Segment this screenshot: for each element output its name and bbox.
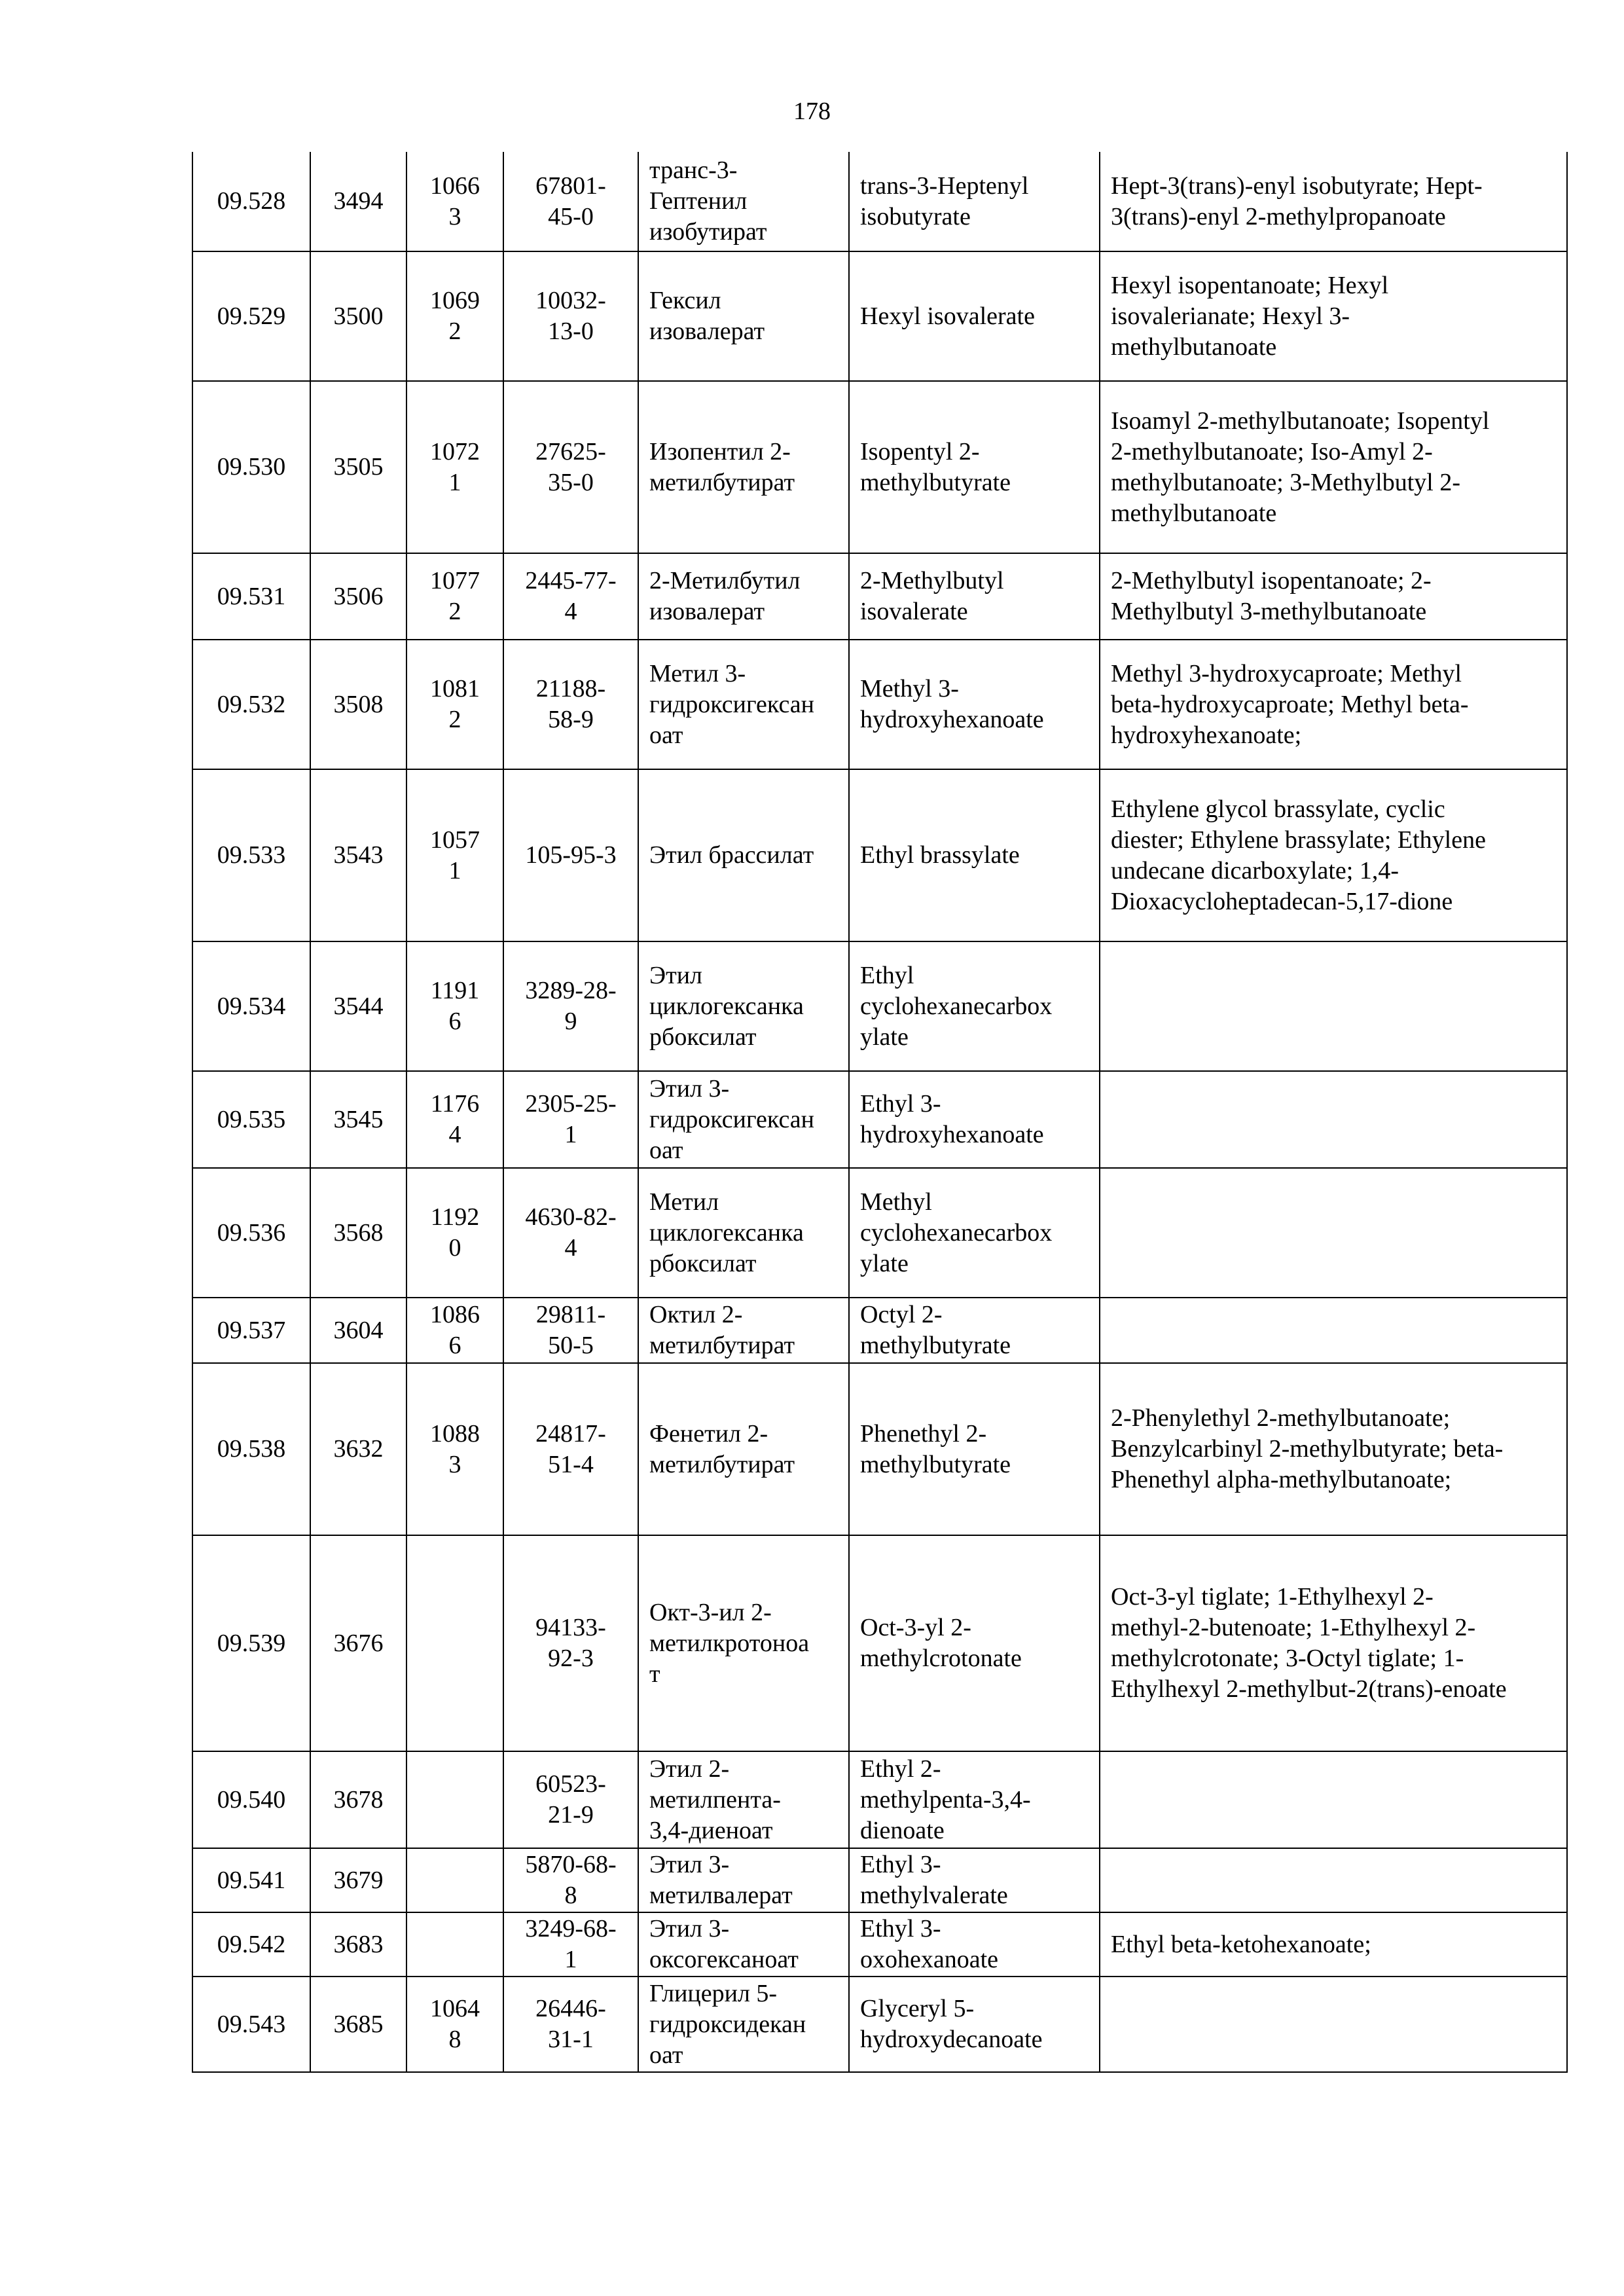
russian-name-cell — [638, 941, 849, 1071]
russian-name-text: Изопентил 2- метилбутират — [649, 437, 795, 496]
synonyms-text: Hept-3(trans)-enyl isobutyrate; Hept- 3(trans)-enyl 2-methylpropanoate — [1111, 172, 1483, 230]
russian-name-text: 2-Метилбутил изовалерат — [649, 567, 801, 625]
fl-number-text: 09.528 — [217, 187, 286, 215]
fema-number-cell — [310, 381, 406, 553]
russian-name-cell — [638, 553, 849, 640]
table-row — [192, 1977, 1567, 2072]
english-name-cell — [849, 1071, 1100, 1168]
coe-number-text: 1072 1 — [430, 437, 480, 496]
coe-number-cell — [406, 381, 503, 553]
cas-number-cell — [503, 769, 638, 941]
fl-number-text: 09.543 — [217, 2010, 286, 2038]
fl-number-text: 09.541 — [217, 1866, 286, 1894]
cas-number-text: 27625- 35-0 — [535, 437, 606, 496]
synonyms-cell — [1100, 769, 1567, 941]
synonyms-cell — [1100, 1168, 1567, 1298]
coe-number-text: 1066 3 — [430, 172, 480, 230]
fema-number-cell — [310, 1168, 406, 1298]
synonyms-cell — [1100, 251, 1567, 381]
coe-number-cell — [406, 1912, 503, 1977]
coe-number-cell — [406, 1363, 503, 1535]
flavouring-substances-table — [192, 152, 1568, 2073]
russian-name-cell — [638, 1168, 849, 1298]
russian-name-text: Окт-3-ил 2- метилкротоноа т — [649, 1598, 810, 1688]
cas-number-text: 10032- 13-0 — [535, 287, 606, 345]
coe-number-text: 1191 6 — [430, 977, 480, 1035]
english-name-text: Oct-3-yl 2- methylcrotonate — [860, 1614, 1022, 1672]
english-name-cell — [849, 640, 1100, 769]
english-name-cell — [849, 381, 1100, 553]
cas-number-text: 2445-77- 4 — [525, 567, 617, 625]
cas-number-text: 105-95-3 — [525, 841, 617, 869]
cas-number-cell — [503, 1848, 638, 1912]
fl-number-cell — [192, 1912, 310, 1977]
fema-number-text: 3568 — [333, 1218, 384, 1247]
table-row — [192, 1298, 1567, 1363]
fema-number-text: 3604 — [333, 1316, 384, 1344]
russian-name-cell — [638, 1535, 849, 1751]
english-name-cell — [849, 1298, 1100, 1363]
fl-number-text: 09.535 — [217, 1105, 286, 1133]
fema-number-cell — [310, 1848, 406, 1912]
fl-number-cell — [192, 553, 310, 640]
coe-number-cell — [406, 1751, 503, 1848]
fema-number-cell — [310, 553, 406, 640]
fl-number-text: 09.539 — [217, 1629, 286, 1657]
russian-name-text: Этил 2- метилпента- 3,4-диеноат — [649, 1755, 781, 1844]
russian-name-text: Октил 2- метилбутират — [649, 1301, 795, 1359]
synonyms-text: 2-Phenylethyl 2-methylbutanoate; Benzylcarbinyl 2-methylbutyrate; beta- Phenethyl alpha-methylbutanoate; — [1111, 1404, 1504, 1493]
cas-number-text: 3289-28- 9 — [525, 977, 617, 1035]
cas-number-cell — [503, 553, 638, 640]
english-name-cell — [849, 1535, 1100, 1751]
synonyms-cell — [1100, 1363, 1567, 1535]
synonyms-cell — [1100, 381, 1567, 553]
fl-number-text: 09.532 — [217, 690, 286, 718]
coe-number-cell — [406, 1535, 503, 1751]
english-name-text: Isopentyl 2- methylbutyrate — [860, 437, 1011, 496]
fema-number-text: 3505 — [333, 453, 384, 481]
fl-number-cell — [192, 1848, 310, 1912]
synonyms-cell — [1100, 1751, 1567, 1848]
cas-number-cell — [503, 1751, 638, 1848]
fl-number-text: 09.538 — [217, 1435, 286, 1463]
table-row — [192, 553, 1567, 640]
fl-number-text: 09.540 — [217, 1785, 286, 1813]
english-name-cell — [849, 1912, 1100, 1977]
coe-number-cell — [406, 152, 503, 251]
english-name-text: 2-Methylbutyl isovalerate — [860, 567, 1004, 625]
table-row — [192, 1071, 1567, 1168]
cas-number-cell — [503, 1912, 638, 1977]
table-row — [192, 251, 1567, 381]
page-number: 178 — [793, 98, 831, 125]
coe-number-text: 1086 6 — [430, 1301, 480, 1359]
table-row — [192, 152, 1567, 251]
english-name-cell — [849, 941, 1100, 1071]
synonyms-cell — [1100, 640, 1567, 769]
fema-number-cell — [310, 769, 406, 941]
english-name-text: Ethyl 3- oxohexanoate — [860, 1915, 999, 1973]
fema-number-cell — [310, 1363, 406, 1535]
synonyms-cell — [1100, 1298, 1567, 1363]
cas-number-cell — [503, 152, 638, 251]
fema-number-cell — [310, 1977, 406, 2072]
russian-name-cell — [638, 1071, 849, 1168]
fl-number-cell — [192, 640, 310, 769]
fema-number-cell — [310, 941, 406, 1071]
coe-number-cell — [406, 1168, 503, 1298]
fl-number-cell — [192, 769, 310, 941]
fema-number-text: 3545 — [333, 1105, 384, 1133]
synonyms-text: Oct-3-yl tiglate; 1-Ethylhexyl 2- methyl-2-butenoate; 1-Ethylhexyl 2- methylcrotonate; 3-Octyl tiglate; 1- Ethylhexyl 2-methylbut-2(trans)-enoate — [1111, 1583, 1507, 1703]
russian-name-cell — [638, 640, 849, 769]
table-row — [192, 381, 1567, 553]
cas-number-text: 26446- 31-1 — [535, 1995, 606, 2053]
fema-number-text: 3500 — [333, 302, 384, 330]
russian-name-cell — [638, 1298, 849, 1363]
coe-number-cell — [406, 1977, 503, 2072]
table-row — [192, 1535, 1567, 1751]
cas-number-cell — [503, 1168, 638, 1298]
russian-name-cell — [638, 381, 849, 553]
cas-number-text: 5870-68- 8 — [525, 1851, 617, 1909]
english-name-cell — [849, 1848, 1100, 1912]
synonyms-cell — [1100, 1977, 1567, 2072]
fema-number-cell — [310, 251, 406, 381]
cas-number-cell — [503, 640, 638, 769]
english-name-text: Phenethyl 2- methylbutyrate — [860, 1419, 1011, 1478]
fema-number-text: 3632 — [333, 1435, 384, 1463]
table-row — [192, 1751, 1567, 1848]
cas-number-text: 3249-68- 1 — [525, 1915, 617, 1973]
fl-number-text: 09.536 — [217, 1218, 286, 1247]
coe-number-text: 1064 8 — [430, 1995, 480, 2053]
fema-number-text: 3685 — [333, 2010, 384, 2038]
russian-name-cell — [638, 1912, 849, 1977]
coe-number-cell — [406, 941, 503, 1071]
fema-number-text: 3544 — [333, 992, 384, 1020]
russian-name-text: Фенетил 2- метилбутират — [649, 1419, 795, 1478]
fema-number-text: 3506 — [333, 582, 384, 610]
cas-number-cell — [503, 941, 638, 1071]
fema-number-cell — [310, 1298, 406, 1363]
table-row — [192, 640, 1567, 769]
coe-number-text: 1069 2 — [430, 287, 480, 345]
cas-number-cell — [503, 1071, 638, 1168]
table-row — [192, 941, 1567, 1071]
synonyms-text: Ethyl beta-ketohexanoate; — [1111, 1930, 1371, 1958]
cas-number-cell — [503, 251, 638, 381]
synonyms-text: Hexyl isopentanoate; Hexyl isovalerianate; Hexyl 3- methylbutanoate — [1111, 271, 1389, 361]
english-name-cell — [849, 1751, 1100, 1848]
russian-name-cell — [638, 1977, 849, 2072]
russian-name-text: Этил 3- гидроксигексан оат — [649, 1074, 814, 1164]
cas-number-cell — [503, 1977, 638, 2072]
cas-number-cell — [503, 381, 638, 553]
english-name-text: Ethyl cyclohexanecarbox ylate — [860, 961, 1053, 1051]
coe-number-cell — [406, 769, 503, 941]
fema-number-text: 3508 — [333, 690, 384, 718]
english-name-cell — [849, 1977, 1100, 2072]
cas-number-text: 4630-82- 4 — [525, 1203, 617, 1262]
coe-number-cell — [406, 1848, 503, 1912]
cas-number-cell — [503, 1535, 638, 1751]
cas-number-text: 21188- 58-9 — [535, 675, 606, 733]
coe-number-text: 1176 4 — [430, 1090, 480, 1148]
cas-number-cell — [503, 1298, 638, 1363]
table-row — [192, 1168, 1567, 1298]
english-name-cell — [849, 152, 1100, 251]
synonyms-text: Methyl 3-hydroxycaproate; Methyl beta-hydroxycaproate; Methyl beta- hydroxyhexanoate; — [1111, 659, 1469, 749]
fema-number-text: 3543 — [333, 841, 384, 869]
cas-number-text: 67801- 45-0 — [535, 172, 606, 230]
fl-number-cell — [192, 1071, 310, 1168]
russian-name-text: Этил циклогексанка рбоксилат — [649, 961, 804, 1051]
synonyms-cell — [1100, 152, 1567, 251]
english-name-text: Hexyl isovalerate — [860, 302, 1035, 330]
synonyms-text: 2-Methylbutyl isopentanoate; 2- Methylbutyl 3-methylbutanoate — [1111, 567, 1432, 625]
russian-name-text: Метил циклогексанка рбоксилат — [649, 1188, 804, 1277]
fema-number-cell — [310, 1912, 406, 1977]
coe-number-cell — [406, 251, 503, 381]
english-name-cell — [849, 553, 1100, 640]
fl-number-cell — [192, 1168, 310, 1298]
synonyms-cell — [1100, 553, 1567, 640]
cas-number-text: 60523- 21-9 — [535, 1770, 606, 1829]
fl-number-cell — [192, 381, 310, 553]
russian-name-text: Глицерил 5- гидроксидекан оат — [649, 1979, 806, 2069]
english-name-text: Ethyl 2- methylpenta-3,4- dienoate — [860, 1755, 1031, 1844]
cas-number-cell — [503, 1363, 638, 1535]
synonyms-cell — [1100, 1535, 1567, 1751]
russian-name-cell — [638, 1363, 849, 1535]
russian-name-cell — [638, 152, 849, 251]
fema-number-text: 3676 — [333, 1629, 384, 1657]
synonyms-text: Ethylene glycol brassylate, cyclic diester; Ethylene brassylate; Ethylene undecane dicarboxylate; 1,4- Dioxacycloheptadecan-5,17-dione — [1111, 795, 1486, 915]
english-name-text: Ethyl 3- hydroxyhexanoate — [860, 1090, 1044, 1148]
english-name-cell — [849, 1168, 1100, 1298]
russian-name-text: Гексил изовалерат — [649, 287, 765, 345]
fl-number-text: 09.529 — [217, 302, 286, 330]
fl-number-cell — [192, 251, 310, 381]
fema-number-cell — [310, 152, 406, 251]
synonyms-cell — [1100, 1071, 1567, 1168]
russian-name-cell — [638, 251, 849, 381]
cas-number-text: 2305-25- 1 — [525, 1090, 617, 1148]
english-name-text: Ethyl 3- methylvalerate — [860, 1851, 1008, 1909]
fl-number-cell — [192, 1363, 310, 1535]
coe-number-text: 1077 2 — [430, 567, 480, 625]
fl-number-text: 09.534 — [217, 992, 286, 1020]
fl-number-text: 09.531 — [217, 582, 286, 610]
fl-number-cell — [192, 1298, 310, 1363]
table-row — [192, 1848, 1567, 1912]
synonyms-cell — [1100, 1848, 1567, 1912]
fl-number-cell — [192, 1751, 310, 1848]
fema-number-cell — [310, 1535, 406, 1751]
coe-number-text: 1057 1 — [430, 826, 480, 884]
english-name-text: Methyl 3- hydroxyhexanoate — [860, 675, 1044, 733]
fema-number-text: 3678 — [333, 1785, 384, 1813]
fema-number-cell — [310, 1751, 406, 1848]
fema-number-text: 3683 — [333, 1930, 384, 1958]
english-name-text: Ethyl brassylate — [860, 841, 1020, 869]
english-name-cell — [849, 251, 1100, 381]
russian-name-text: Метил 3- гидроксигексан оат — [649, 659, 814, 749]
fl-number-cell — [192, 941, 310, 1071]
coe-number-cell — [406, 1298, 503, 1363]
coe-number-cell — [406, 640, 503, 769]
russian-name-text: транс-3- Гептенил изобутират — [649, 156, 767, 246]
fl-number-cell — [192, 1535, 310, 1751]
coe-number-text: 1088 3 — [430, 1419, 480, 1478]
fl-number-cell — [192, 152, 310, 251]
english-name-text: Methyl cyclohexanecarbox ylate — [860, 1188, 1053, 1277]
fl-number-text: 09.542 — [217, 1930, 286, 1958]
coe-number-cell — [406, 553, 503, 640]
fl-number-text: 09.537 — [217, 1316, 286, 1344]
table-row — [192, 1912, 1567, 1977]
fl-number-cell — [192, 1977, 310, 2072]
russian-name-cell — [638, 1751, 849, 1848]
fl-number-text: 09.530 — [217, 453, 286, 481]
english-name-cell — [849, 1363, 1100, 1535]
english-name-text: Octyl 2- methylbutyrate — [860, 1301, 1011, 1359]
coe-number-text: 1081 2 — [430, 675, 480, 733]
fl-number-text: 09.533 — [217, 841, 286, 869]
table-row — [192, 769, 1567, 941]
synonyms-text: Isoamyl 2-methylbutanoate; Isopentyl 2-methylbutanoate; Iso-Amyl 2- methylbutanoate; 3-Methylbutyl 2- methylbutanoate — [1111, 407, 1490, 527]
cas-number-text: 24817- 51-4 — [535, 1419, 606, 1478]
coe-number-text: 1192 0 — [430, 1203, 480, 1262]
russian-name-cell — [638, 769, 849, 941]
english-name-text: trans-3-Heptenyl isobutyrate — [860, 172, 1029, 230]
russian-name-cell — [638, 1848, 849, 1912]
fema-number-cell — [310, 640, 406, 769]
russian-name-text: Этил 3- оксогексаноат — [649, 1915, 799, 1973]
synonyms-cell — [1100, 1912, 1567, 1977]
russian-name-text: Этил 3- метилвалерат — [649, 1851, 793, 1909]
fema-number-cell — [310, 1071, 406, 1168]
synonyms-cell — [1100, 941, 1567, 1071]
cas-number-text: 94133- 92-3 — [535, 1614, 606, 1672]
english-name-cell — [849, 769, 1100, 941]
cas-number-text: 29811- 50-5 — [535, 1301, 606, 1359]
coe-number-cell — [406, 1071, 503, 1168]
fema-number-text: 3679 — [333, 1866, 384, 1894]
fema-number-text: 3494 — [333, 187, 384, 215]
english-name-text: Glyceryl 5- hydroxydecanoate — [860, 1995, 1043, 2053]
russian-name-text: Этил брассилат — [649, 841, 814, 869]
table-row — [192, 1363, 1567, 1535]
